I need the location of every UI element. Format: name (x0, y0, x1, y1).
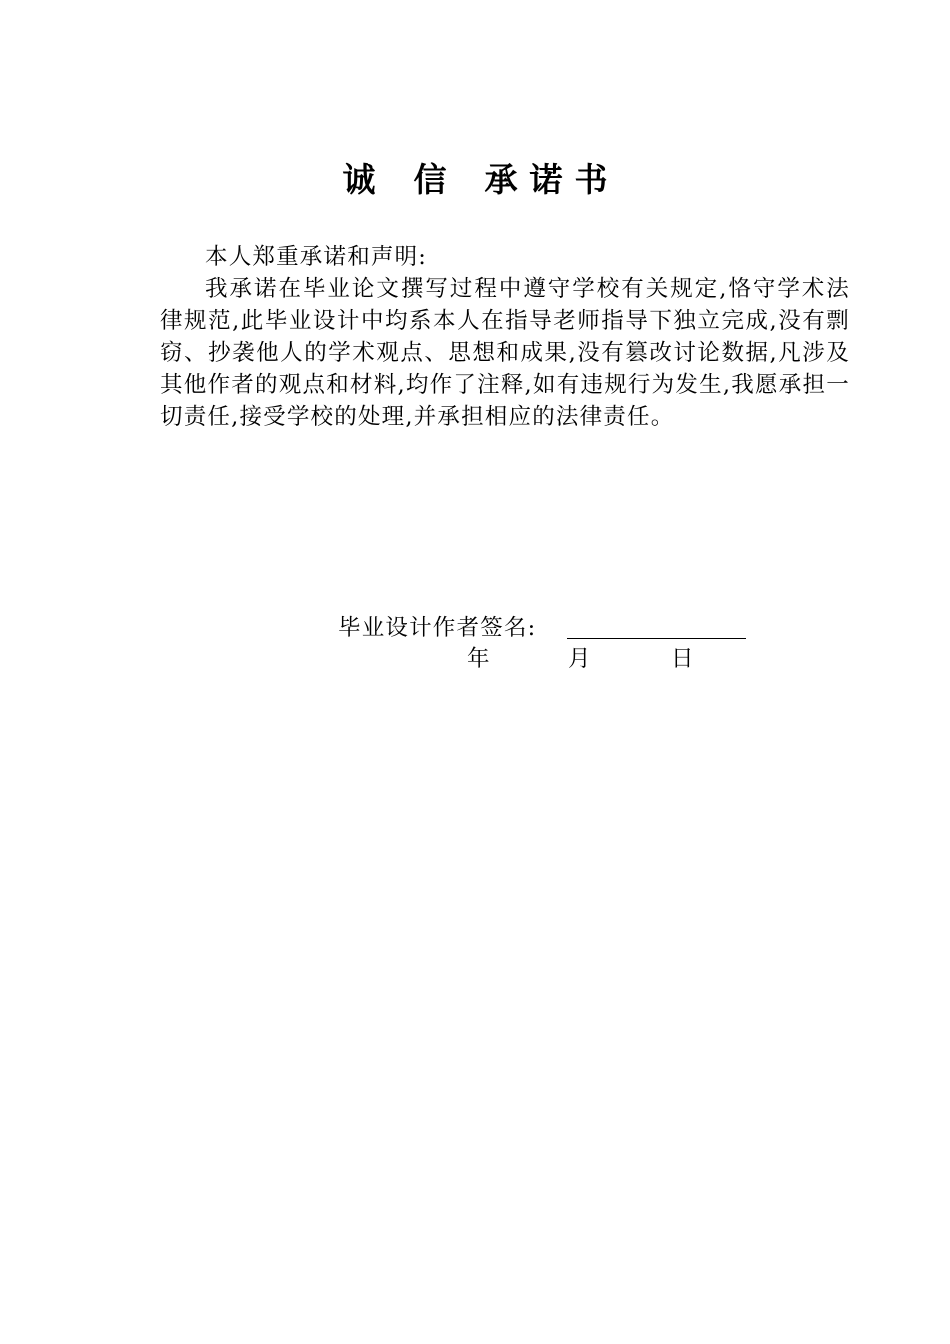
title-char: 书 (574, 160, 608, 199)
statement-paragraph: 我承诺在毕业论文撰写过程中遵守学校有关规定,恪守学术法律规范,此毕业设计中均系本人在指导老师指导下独立完成,没有剽窃、抄袭他人的学术观点、思想和成果,没有篡改讨论数据,凡涉及其他作者的观点和材料,均作了注释,如有违规行为发生,我愿承担一切责任,接受学校的处理,并承担相应的法律责任。 (160, 276, 850, 430)
signature-label: 毕业设计作者签名: (338, 615, 537, 641)
date-day-label: 日 (671, 646, 694, 672)
title-char: 诺 (529, 160, 563, 199)
pledge-body (160, 241, 850, 433)
title-char: 诚 (342, 160, 376, 199)
page-title (0, 158, 950, 202)
date-year-label: 年 (467, 646, 490, 672)
signature-line (567, 638, 746, 639)
intro-paragraph: 本人郑重承诺和声明: (205, 244, 428, 270)
title-char: 信 (413, 160, 447, 199)
title-char: 承 (484, 160, 518, 199)
date-month-label: 月 (568, 646, 591, 672)
